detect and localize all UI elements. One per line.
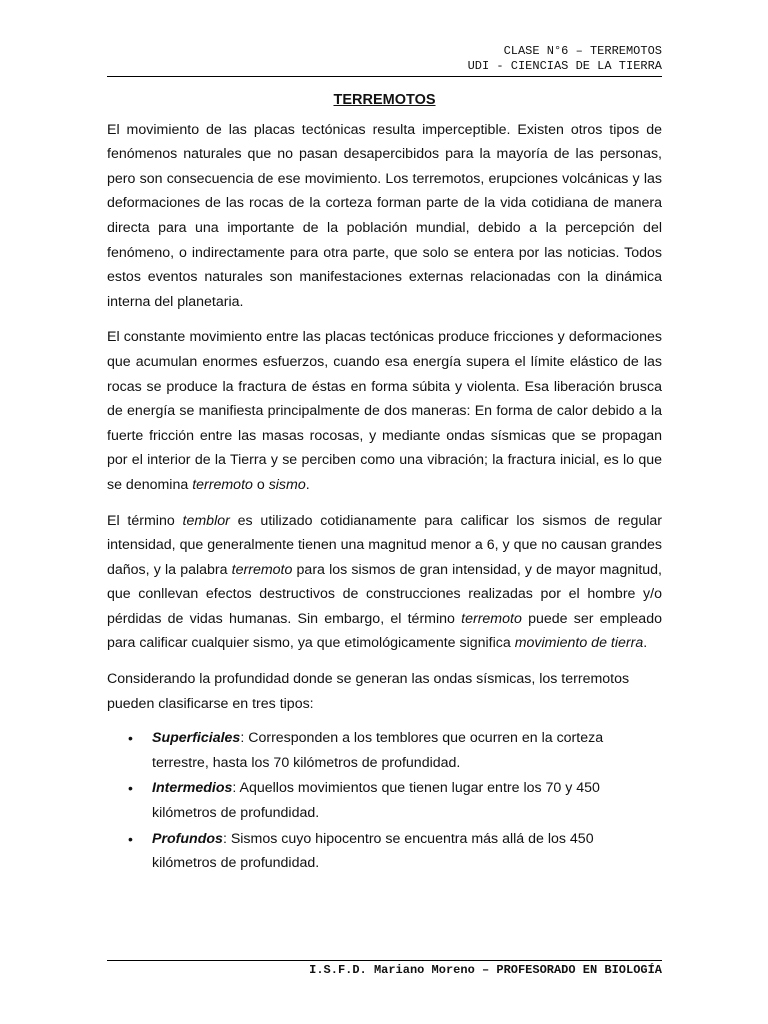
paragraph-classification: Considerando la profundidad donde se generan las ondas sísmicas, los terremotos pueden clasificarse en tres tipos: <box>107 671 630 712</box>
term-temblor: temblor <box>182 512 230 529</box>
term-terremoto: terremoto <box>192 476 253 493</box>
paragraph-friction-connector: o <box>252 476 269 493</box>
header-class-line: CLASE N°6 – TERREMOTOS <box>503 44 662 58</box>
document-title: TERREMOTOS <box>333 92 436 108</box>
list-item <box>107 776 662 825</box>
page-header <box>107 44 662 74</box>
terminology-text-4: puede ser empleado para calificar cualquier sismo, ya que etimológicamente significa <box>107 610 662 652</box>
earthquake-types-list <box>107 726 662 876</box>
paragraph-friction-end: . <box>305 476 310 493</box>
terminology-text-2: es utilizado cotidianamente para calificar los sismos de regular intensidad, que generalmente tienen una magnitud menor a 6, y que no causan grandes daños, y la palabra <box>107 512 662 578</box>
terminology-text-5: . <box>643 635 648 652</box>
paragraph-intro: El movimiento de las placas tectónicas resulta imperceptible. Existen otros tipos de fenómenos naturales que no pasan desapercibidos para la mayoría de las personas, pero son consecuencia de ese movimiento. Los terremotos, erupciones volcánicas y las deformaciones de las rocas de la corteza forman parte de la vida cotidiana de manera directa para una importante de la población mundial, debido a la percepción del fenómeno, o indirectamente para otra parte, que solo se entera por las noticias. Todos estos eventos naturales son manifestaciones externas relacionadas con la dinámica interna del planetaria. <box>107 121 662 310</box>
paragraph-terminology <box>107 509 662 657</box>
bullet-icon: • <box>128 730 133 747</box>
term-terremoto-3: terremoto <box>461 610 522 627</box>
type-description: : Aquellos movimientos que tienen lugar entre los 70 y 450 kilómetros de profundidad. <box>152 780 600 822</box>
list-item <box>107 827 662 876</box>
bullet-icon: • <box>128 830 133 847</box>
term-movimiento-de-tierra: movimiento de tierra <box>514 635 644 652</box>
document-body <box>107 88 662 877</box>
bullet-icon: • <box>128 780 133 797</box>
header-subject-line: UDI - CIENCIAS DE LA TIERRA <box>467 59 662 73</box>
paragraph-friction-text: El constante movimiento entre las placas tectónicas produce fricciones y deformaciones que acumulan enormes esfuerzos, cuando esa energía supera el límite elástico de las rocas se produce la fractura de éstas en forma súbita y violenta. Esa liberación brusca de energía se manifiesta principalmente de dos maneras: En forma de calor debido a la fuerte fricción entre las masas rocosas, y mediante ondas sísmicas que se propagan por el interior de la Tierra y se perciben como una vibración; la fractura inicial, es lo que se denomina <box>107 329 662 493</box>
term-terremoto-2: terremoto <box>231 561 293 578</box>
header-divider <box>107 76 662 77</box>
type-description: : Corresponden a los temblores que ocurren en la corteza terrestre, hasta los 70 kilómetros de profundidad. <box>152 730 604 771</box>
type-term: Superficiales <box>152 730 241 747</box>
terminology-text-1: El término <box>107 512 183 529</box>
type-description: : Sismos cuyo hipocentro se encuentra más allá de los 450 kilómetros de profundidad. <box>152 830 594 872</box>
type-term: Intermedios <box>152 780 233 797</box>
term-sismo: sismo <box>268 476 306 493</box>
footer-divider <box>107 960 662 961</box>
terminology-text-3: para los sismos de gran intensidad, y de mayor magnitud, que conllevan efectos destructivos de construcciones realizadas por el hombre y/o pérdidas de vidas humanas. Sin embargo, el término <box>107 561 662 627</box>
type-term: Profundos <box>152 830 223 847</box>
paragraph-friction <box>107 325 662 497</box>
list-item <box>107 726 662 775</box>
page-footer: I.S.F.D. Mariano Moreno – PROFESORADO EN BIOLOGÍA <box>309 963 662 977</box>
